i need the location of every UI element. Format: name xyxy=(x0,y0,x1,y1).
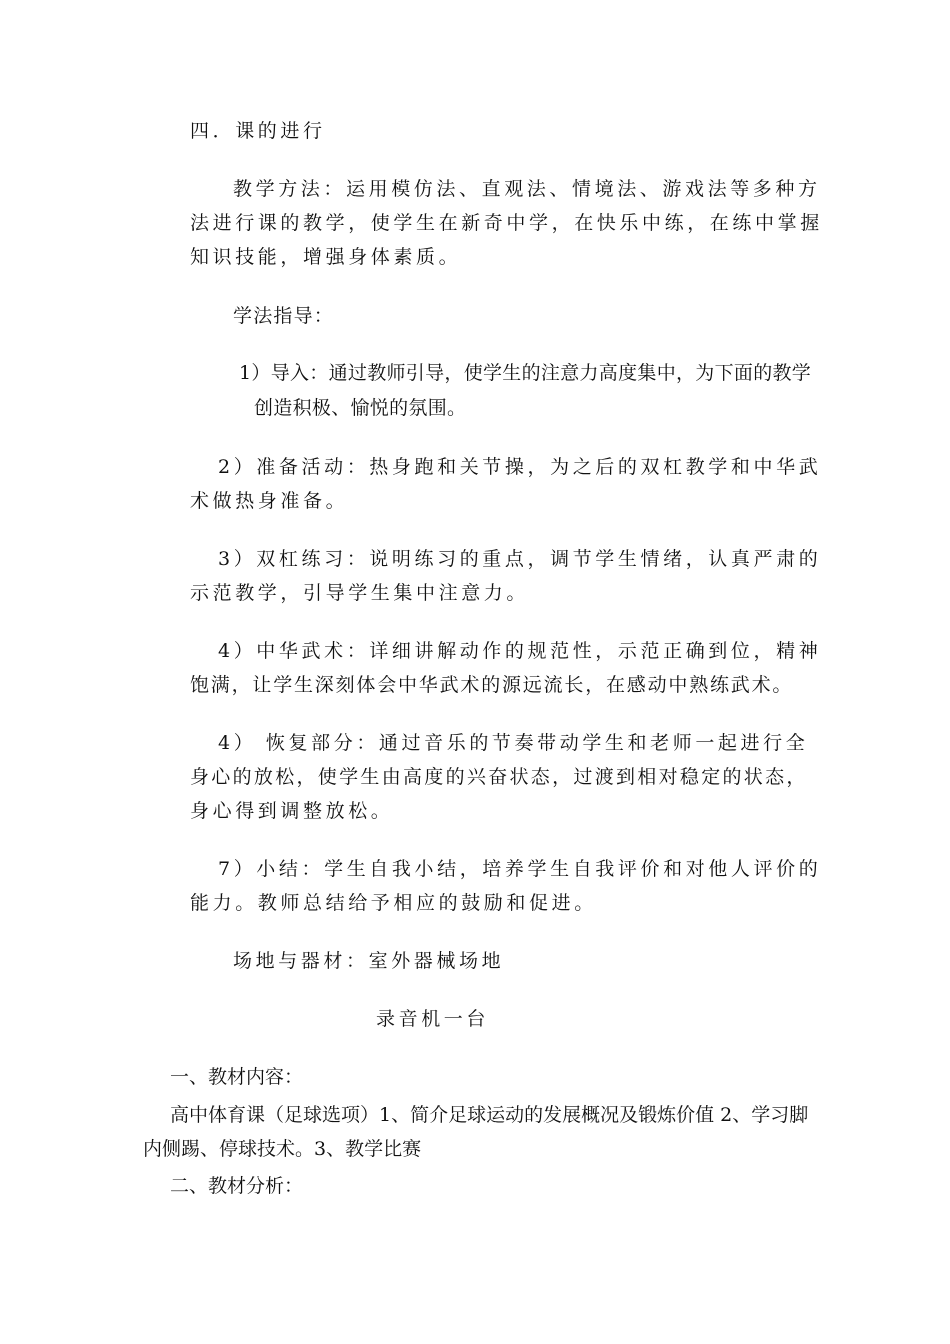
section-heading: 四．课的进行 xyxy=(190,120,326,142)
item-3-line-1: 3）双杠练习：说明练习的重点，调节学生情绪，认真严肃的 xyxy=(218,548,822,570)
next-content-line-1: 高中体育课（足球选项）1、简介足球运动的发展概况及锻炼价值 2、学习脚 xyxy=(170,1104,809,1126)
item-3-line-2: 示范教学，引导学生集中注意力。 xyxy=(190,582,530,604)
method-line-2: 法进行课的教学，使学生在新奇中学，在快乐中练，在练中掌握 xyxy=(190,212,823,234)
next-content-line-2: 内侧踢、停球技术。3、教学比赛 xyxy=(143,1138,422,1160)
guide-title: 学法指导： xyxy=(233,305,335,327)
equipment-line: 录音机一台 xyxy=(376,1008,490,1030)
item-2-line-1: 2）准备活动：热身跑和关节操，为之后的双杠教学和中华武 xyxy=(218,456,822,478)
next-heading-2: 二、教材分析： xyxy=(170,1175,304,1197)
next-heading-1: 一、教材内容： xyxy=(170,1066,304,1088)
item-2-line-2: 术做热身准备。 xyxy=(190,490,349,512)
item-7-line-2: 能力。教师总结给予相应的鼓励和促进。 xyxy=(190,892,597,914)
venue-line: 场地与器材：室外器械场地 xyxy=(233,950,505,972)
item-7-line-1: 7）小结：学生自我小结，培养学生自我评价和对他人评价的 xyxy=(218,858,822,880)
item-5-line-1: 4） 恢复部分：通过音乐的节奏带动学生和老师一起进行全 xyxy=(218,732,809,754)
item-5-line-2: 身心的放松，使学生由高度的兴奋状态，过渡到相对稳定的状态， xyxy=(190,766,808,788)
item-1-line-1: 1）导入：通过教师引导，使学生的注意力高度集中，为下面的教学 xyxy=(239,362,812,384)
item-4-line-2: 饱满，让学生深刻体会中华武术的源远流长，在感动中熟练武术。 xyxy=(190,674,794,696)
item-5-line-3: 身心得到调整放松。 xyxy=(190,800,394,822)
item-4-line-1: 4）中华武术：详细讲解动作的规范性，示范正确到位，精神 xyxy=(218,640,822,662)
method-line-3: 知识技能，增强身体素质。 xyxy=(190,246,462,268)
item-1-line-2: 创造积极、愉悦的氛围。 xyxy=(254,397,467,419)
method-line-1: 教学方法：运用模仿法、直观法、情境法、游戏法等多种方 xyxy=(233,178,821,200)
